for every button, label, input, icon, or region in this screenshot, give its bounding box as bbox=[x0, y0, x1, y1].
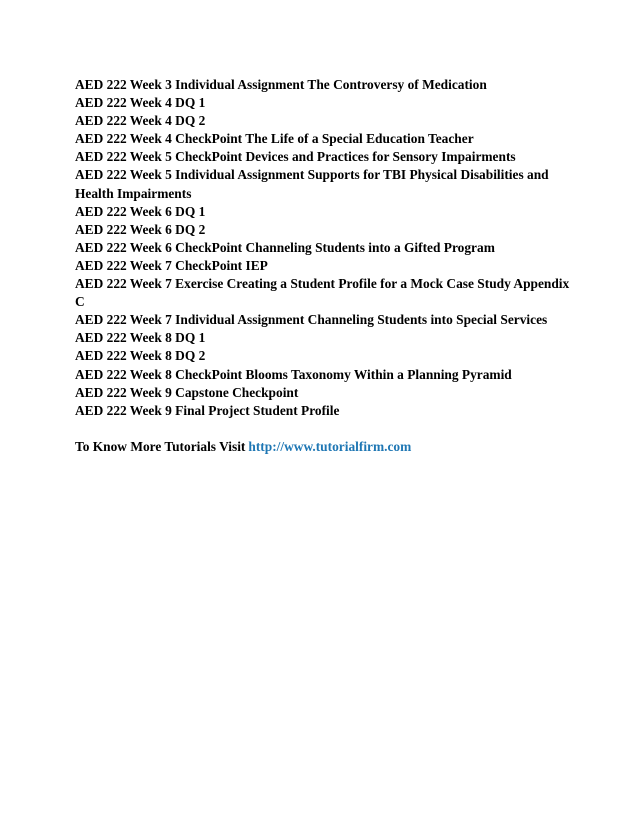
list-item: AED 222 Week 8 DQ 2 bbox=[75, 348, 206, 364]
tutorial-link[interactable]: http://www.tutorialfirm.com bbox=[248, 438, 412, 454]
list-item: AED 222 Week 5 Individual Assignment Supports for TBI Physical Disabilities and Health Impairments bbox=[75, 167, 549, 201]
course-list bbox=[75, 76, 575, 420]
list-item: AED 222 Week 7 Individual Assignment Channeling Students into Special Services bbox=[75, 312, 548, 328]
list-item: AED 222 Week 6 DQ 2 bbox=[75, 221, 206, 237]
list-item: AED 222 Week 7 CheckPoint IEP bbox=[75, 257, 268, 273]
footer bbox=[75, 438, 575, 456]
footer-text: To Know More Tutorials Visit bbox=[75, 438, 246, 454]
list-item: AED 222 Week 4 DQ 2 bbox=[75, 113, 206, 129]
list-item: AED 222 Week 6 DQ 1 bbox=[75, 203, 206, 219]
list-item: AED 222 Week 6 CheckPoint Channeling Students into a Gifted Program bbox=[75, 239, 495, 255]
list-item: AED 222 Week 9 Capstone Checkpoint bbox=[75, 384, 299, 400]
list-item: AED 222 Week 3 Individual Assignment The Controversy of Medication bbox=[75, 77, 487, 92]
list-item: AED 222 Week 8 CheckPoint Blooms Taxonomy Within a Planning Pyramid bbox=[75, 366, 512, 382]
list-item: AED 222 Week 9 Final Project Student Profile bbox=[75, 402, 340, 418]
list-item: AED 222 Week 8 DQ 1 bbox=[75, 330, 206, 346]
list-item: AED 222 Week 5 CheckPoint Devices and Practices for Sensory Impairments bbox=[75, 149, 516, 165]
list-item: AED 222 Week 4 CheckPoint The Life of a Special Education Teacher bbox=[75, 131, 474, 147]
document-body bbox=[75, 76, 575, 456]
list-item: AED 222 Week 4 DQ 1 bbox=[75, 95, 206, 111]
list-item: AED 222 Week 7 Exercise Creating a Student Profile for a Mock Case Study Appendix C bbox=[75, 276, 570, 310]
